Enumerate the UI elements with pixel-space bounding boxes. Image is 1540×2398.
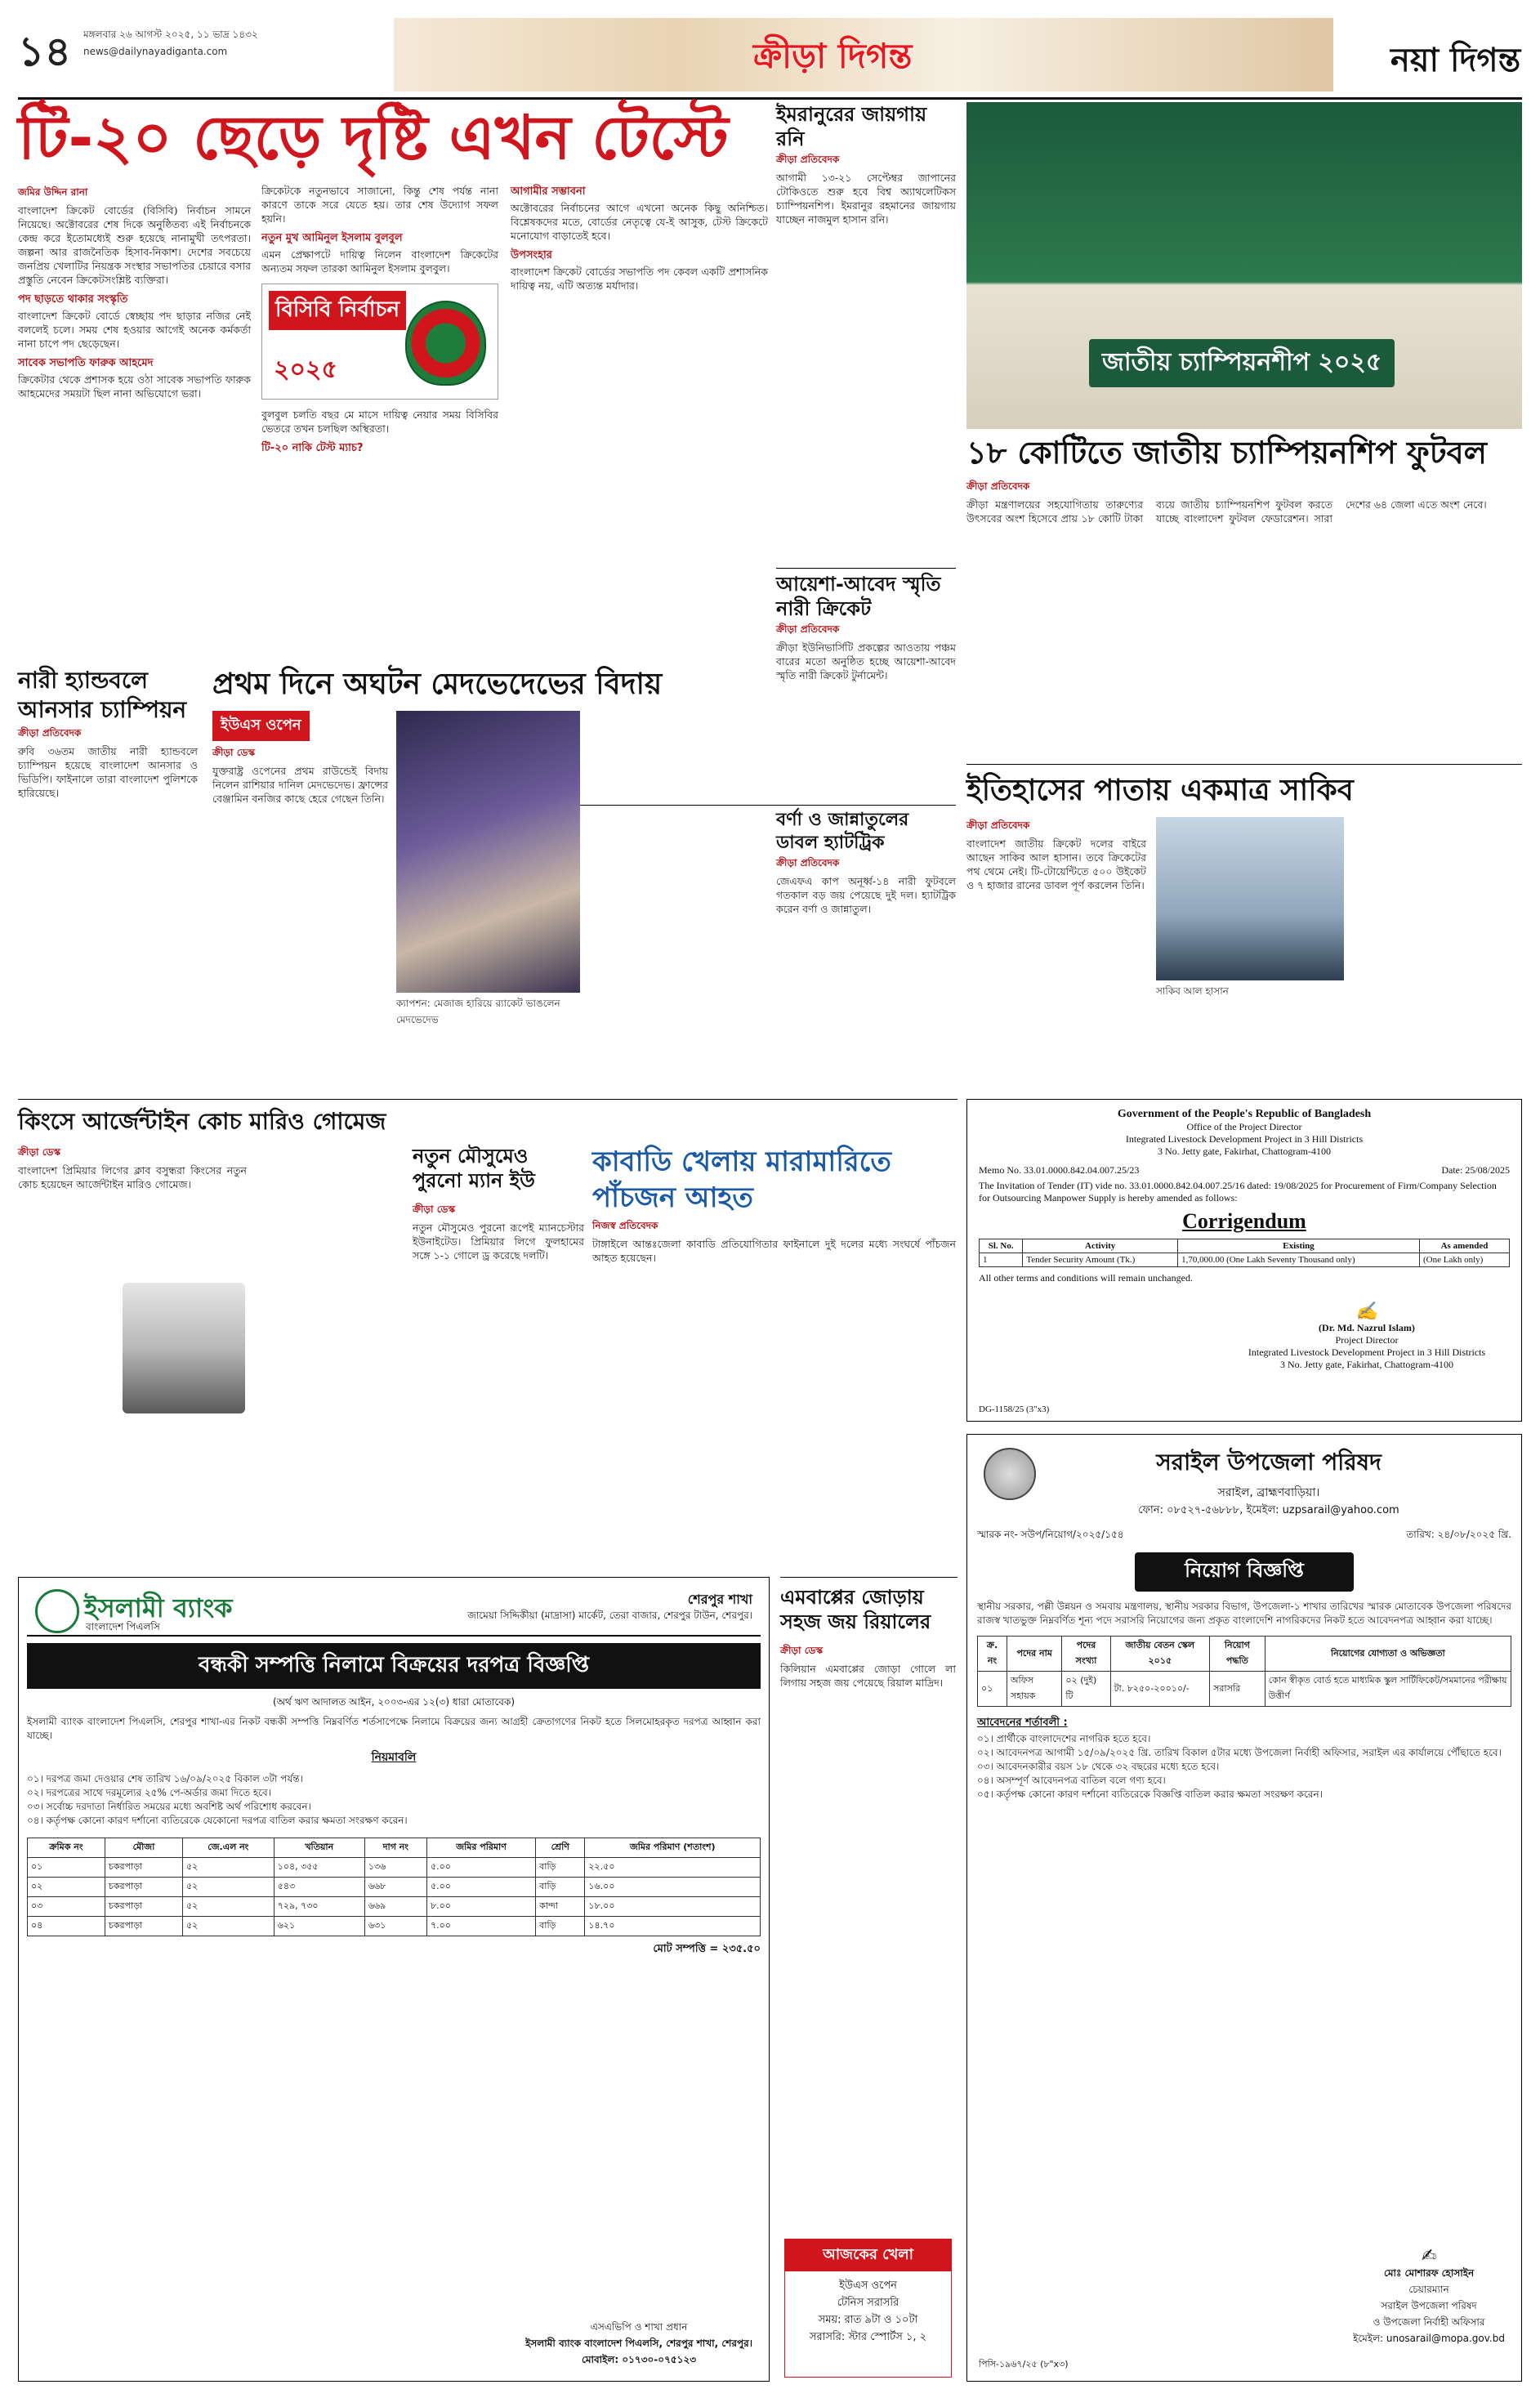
islami-total: মোট সম্পত্তি = ২৩৫.৫০	[653, 1943, 761, 1955]
islami-col: মৌজা	[105, 1838, 182, 1858]
islami-col: দাগ নং	[364, 1838, 426, 1858]
islami-col: জে.এল নং	[182, 1838, 274, 1858]
table-cell: ০১	[978, 1672, 1007, 1707]
shakib-caption: সাকিব আল হাসান	[1156, 985, 1229, 997]
manu-byline: ক্রীড়া ডেস্ক	[413, 1203, 456, 1215]
islami-title: বন্ধকী সম্পত্তি নিলামে বিক্রয়ের দরপত্র বিজ্ঞপ্তি	[27, 1643, 761, 1689]
futsal-body: জেএফএ কাপ অনূর্ধ্ব-১৪ নারী ফুটবলে গতকাল বড় জয় পেয়েছে দুই দল। হ্যাটট্রিক করেন বর্ণা ও জান্নাতুল।	[776, 875, 956, 915]
divider	[580, 805, 956, 806]
handball-headline: নারী হ্যান্ডবলে আনসার চ্যাম্পিয়ন	[18, 667, 187, 723]
sarail-memo: স্মারক নং- সউপ/নিয়োগ/২০২৫/১৫৪	[977, 1529, 1124, 1540]
kabaddi-headline: কাবাডি খেলায় মারামারিতে পাঁচজন আহত	[592, 1145, 891, 1214]
tender-sig-name: (Dr. Md. Nazrul Islam)	[1319, 1322, 1415, 1333]
sarail-email: ইমেইল: unosarail@mopa.gov.bd	[1353, 2333, 1505, 2344]
table-cell: বাড়ি	[536, 1878, 585, 1897]
table-cell: ০২ (দুই) টি	[1062, 1672, 1110, 1707]
header-date: মঙ্গলবার ২৬ আগস্ট ২০২৫, ১১ ভাদ্র ১৪৩২	[83, 29, 258, 40]
table-cell: ৫.০০	[426, 1878, 535, 1897]
islami-address: জামেয়া সিদ্দিকীয়া (মাদ্রাসা) মার্কেট, তেরা বাজার, শেরপুর টাউন, শেরপুর।	[467, 1610, 752, 1621]
table-cell: সরাসরি	[1210, 1672, 1265, 1707]
todays-line-1: ইউএস ওপেন	[839, 2280, 897, 2292]
tender-address: 3 No. Jetty gate, Fakirhat, Chattogram-4100	[1158, 1145, 1331, 1157]
handball-story	[18, 666, 198, 1091]
tender-para: The Invitation of Tender (IT) vide no. 33.01.0000.842.04.007.25/16 dated: 19/08/2025 for Procurement of Firm/Company Selection for Outsourcing Manpower Supply is hereby amended as follows:	[979, 1180, 1497, 1203]
sarail-col: জাতীয় বেতন স্কেল ২০১৫	[1110, 1637, 1210, 1672]
islami-property-table	[27, 1838, 761, 1936]
table-cell: কোন স্বীকৃত বোর্ড হতে মাধ্যমিক স্কুল সার্টিফিকেট/সমমানের পরীক্ষায় উত্তীর্ণ	[1265, 1672, 1511, 1707]
islami-col: খতিয়ান	[274, 1838, 364, 1858]
sarail-sig-title: চেয়ারম্যান	[1408, 2284, 1449, 2295]
shakib-col-1	[966, 817, 1146, 1087]
manu-body: নতুন মৌসুমেও পুরনো রূপেই ম্যানচেস্টার ইউনাইটেড। প্রিমিয়ার লিগে ফুলহামের সঙ্গে ১-১ গোলে ড্র করেছে দলটি।	[413, 1221, 584, 1262]
sarail-cond: ০৫। কর্তৃপক্ষ কোনো কারণ দর্শানো ব্যতিরেকে বিজ্ঞপ্তি বাতিল করার ক্ষমতা সংরক্ষণ করেন।	[977, 1788, 1323, 1800]
lead-col-2	[261, 184, 498, 658]
signature-mark: ✍	[1421, 2246, 1437, 2266]
table-cell: ২২.৫০	[585, 1858, 761, 1878]
tender-office: Office of the Project Director	[1186, 1121, 1302, 1132]
table-cell: ১৩৬	[364, 1858, 426, 1878]
lead-headline: টি-২০ ছেড়ে দৃষ্টি এখন টেস্টে	[18, 103, 729, 173]
bcb-election-inset	[261, 284, 498, 400]
lead-body-2: বাংলাদেশ ক্রিকেট বোর্ডে স্বেচ্ছায় পদ ছাড়ার নজির নেই বললেই চলে। সময় শেষ হওয়ার আগেই অনেক কর্মকর্তা নানা চাপে পদ ছেড়েছেন।	[18, 310, 251, 350]
bcb-logo	[405, 301, 486, 386]
table-cell: চকরপাড়া	[105, 1897, 182, 1917]
tender-memo: Memo No. 33.01.0000.842.04.007.25/23	[979, 1164, 1140, 1176]
islami-branch: শেরপুর শাখা	[687, 1592, 752, 1607]
page-header	[18, 18, 1522, 100]
sarail-cond: ০২। আবেদনপত্র আগামী ১৫/০৯/২০২৫ খ্রি. তারিখ বিকাল ৫টার মধ্যে উপজেলা নির্বাহী অফিসার, সরাইল এর কার্যালয়ে পৌঁছাতে হবে।	[977, 1747, 1502, 1758]
women-cricket-byline: ক্রীড়া প্রতিবেদক	[776, 623, 840, 635]
medvedev-body: যুক্তরাষ্ট্র ওপেনের প্রথম রাউন্ডেই বিদায় নিলেন রাশিয়ার দানিল মেদভেদেভ। ফ্রান্সের বেঞ্জামিন বনজির কাছে হেরে গেছেন তিনি।	[212, 765, 388, 805]
todays-line-2: টেনিস সরাসরি	[837, 2297, 899, 2309]
tender-cell: 1	[980, 1253, 1023, 1267]
tender-project: Integrated Livestock Development Project in 3 Hill Districts	[1125, 1133, 1364, 1145]
table-row	[28, 1878, 761, 1897]
handball-body: রুবি ৩৬তম জাতীয় নারী হ্যান্ডবলে চ্যাম্পিয়ন হয়েছে বাংলাদেশ আনসার ও ভিডিপি। ফাইনালে তারা বাংলাদেশ পুলিশকে হারিয়েছে।	[18, 745, 198, 799]
table-cell: অফিস সহায়ক	[1007, 1672, 1061, 1707]
islami-term: ০১। দরপত্র জমা দেওয়ার শেষ তারিখ ১৬/০৯/২০২৫ বিকাল ৩টা পর্যন্ত।	[27, 1773, 303, 1784]
inset-title: বিসিবি নির্বাচন	[269, 291, 406, 330]
header-section-title: ক্রীড়া দিগন্ত	[753, 36, 913, 76]
mbappe-byline: ক্রীড়া ডেস্ক	[780, 1645, 824, 1656]
handball-byline: ক্রীড়া প্রতিবেদক	[18, 727, 82, 739]
imrul-story	[776, 102, 956, 568]
todays-line-4: সরাসরি: স্টার স্পোর্টস ১, ২	[809, 2331, 927, 2343]
table-row	[28, 1858, 761, 1878]
table-cell: ৮.০০	[426, 1897, 535, 1917]
kabaddi-body: টাঙ্গাইলে আন্তঃজেলা কাবাডি প্রতিযোগিতার ফাইনালে দুই দলের মধ্যে সংঘর্ষে পাঁচজন আহত হয়েছেন।	[592, 1238, 956, 1264]
table-cell: ৭২৯, ৭৩০	[274, 1897, 364, 1917]
sarail-cond: ০১। প্রার্থীকে বাংলাদেশের নাগরিক হতে হবে।	[977, 1733, 1151, 1744]
medvedev-photo	[396, 711, 580, 993]
tender-signature	[1224, 1301, 1510, 1371]
lead-sub-3: নতুন মুখ আমিনুল ইসলাম বুলবুল	[261, 232, 403, 244]
table-cell: চকরপাড়া	[105, 1917, 182, 1936]
table-cell: ১৮.০০	[585, 1897, 761, 1917]
manu-headline: নতুন মৌসুমেও পুরনো ম্যান ইউ	[413, 1145, 535, 1192]
sarail-sig-title-2: সরাইল উপজেলা পরিষদ	[1381, 2300, 1477, 2311]
lead-col3-body: অক্টোবরের নির্বাচনের আগে এখনো অনেক কিছু অনিশ্চিত। বিশ্লেষকদের মতে, বোর্ডের নেতৃত্বে যে-ই আসুক, টেস্ট ক্রিকেটে মনোযোগ বাড়াতেই হবে।	[511, 202, 768, 242]
todays-games-box	[784, 2239, 952, 2378]
lead-col3-sub: আগামীর সম্ভাবনা	[511, 185, 586, 198]
table-cell: ৭.০০	[426, 1917, 535, 1936]
sarail-ref: পিসি-১৯৬৭/২৫ (৮"x৩)	[979, 2359, 1069, 2369]
imrul-headline: ইমরানুরের জায়গায় রনি	[776, 103, 927, 150]
table-row	[28, 1897, 761, 1917]
kings-headline: কিংসে আর্জেন্টাইন কোচ মারিও গোমেজ	[18, 1108, 386, 1135]
mbappe-headline: এমবাপ্পের জোড়ায় সহজ জয় রিয়ালের	[780, 1586, 931, 1633]
shakib-body: বাংলাদেশ জাতীয় ক্রিকেট দলের বাইরে আছেন সাকিব আল হাসান। তবে ক্রিকেটের পথ থেমে নেই। টি-টোয়েন্টিতে ৫০০ উইকেট ও ৭ হাজার রানের ডাবল পূর্ণ করলেন তিনি।	[966, 837, 1146, 891]
table-cell: ৬২১	[274, 1917, 364, 1936]
divider	[780, 1577, 957, 1578]
table-cell: ১৪.৭০	[585, 1917, 761, 1936]
islami-bank-ad	[18, 1577, 770, 2382]
table-cell: ০৪	[28, 1917, 105, 1936]
lead-sub-2: সাবেক সভাপতি ফারুক আহমেদ	[18, 357, 154, 369]
lead-sub-1: পদ ছাড়তে থাকার সংস্কৃতি	[18, 293, 128, 306]
futsal-headline: বর্ণা ও জান্নাতুলের ডাবল হ্যাটট্রিক	[776, 810, 909, 853]
islami-sig-2: ইসলামী ব্যাংক বাংলাদেশ পিএলসি, শেরপুর শাখা, শেরপুর।	[525, 2338, 752, 2349]
divider	[966, 764, 1522, 765]
sarail-date: তারিখ: ২৪/০৮/২০২৫ খ্রি.	[1406, 1529, 1511, 1540]
championship-photo	[966, 102, 1522, 429]
us-open-tag: ইউএস ওপেন	[212, 711, 310, 741]
table-cell: টা. ৮২৫০-২০০১০/-	[1110, 1672, 1210, 1707]
islami-col: শ্রেণি	[536, 1838, 585, 1858]
table-cell: ৫.০০	[426, 1858, 535, 1878]
medvedev-byline: ক্রীড়া ডেস্ক	[212, 747, 256, 758]
lead-body-3: ক্রিকেটার থেকে প্রশাসক হয়ে ওঠা সাবেক সভাপতি ফারুক আহমেদের সময়টা ছিল নানা অভিযোগে ভরা।	[18, 373, 251, 400]
lead-col-3	[511, 184, 768, 658]
islami-col: ক্রমিক নং	[28, 1838, 105, 1858]
medvedev-caption: ক্যাপশন: মেজাজ হারিয়ে র‍্যাকেট ভাঙলেন মেদভেদেভ	[396, 998, 560, 1025]
inset-year: ২০২৫	[274, 355, 337, 384]
todays-games-title: আজকের খেলা	[785, 2239, 951, 2271]
championship-headline: ১৮ কোটিতে জাতীয় চ্যাম্পিয়নশিপ ফুটবল	[966, 435, 1488, 471]
table-cell: ৬৬৮	[364, 1878, 426, 1897]
table-cell: বাড়ি	[536, 1917, 585, 1936]
lead-byline: জমির উদ্দিন রানা	[18, 186, 88, 198]
sarail-ad	[966, 1434, 1522, 2382]
sarail-sig-name: মোঃ মোশারফ হোসাইন	[1383, 2267, 1475, 2279]
sarail-col: নিয়োগের যোগ্যতা ও অভিজ্ঞতা	[1265, 1637, 1511, 1672]
championship-text: ক্রীড়া মন্ত্রণালয়ের সহযোগিতায় তারুণ্যের উৎসবের অংশ হিসেবে প্রায় ১৮ কোটি টাকা ব্যয়ে জাতীয় চ্যাম্পিয়নশিপ ফুটবল করতে যাচ্ছে বাংলাদেশ ফুটবল ফেডারেশন। সারা দেশের ৬৪ জেলা এতে অংশ নেবে।	[966, 498, 1487, 525]
sarail-col: পদের সংখ্যা	[1062, 1637, 1110, 1672]
sarail-cond: ০৩। আবেদনকারীর বয়স ১৮ থেকে ৩২ বছরের মধ্যে হতে হবে।	[977, 1761, 1220, 1772]
sarail-sub: সরাইল, ব্রাহ্মণবাড়িয়া।	[1217, 1486, 1320, 1499]
table-cell: কান্দা	[536, 1897, 585, 1917]
kings-byline: ক্রীড়া ডেস্ক	[18, 1146, 61, 1158]
imrul-byline: ক্রীড়া প্রতিবেদক	[776, 154, 840, 165]
tender-footer: All other terms and conditions will remain unchanged.	[979, 1272, 1193, 1284]
tender-table	[979, 1239, 1510, 1267]
lead-col3-body-2: বাংলাদেশ ক্রিকেট বোর্ডের সভাপতি পদ কেবল একটি প্রশাসনিক দায়িত্ব নয়, এটি অত্যন্ত মর্যাদার।	[511, 266, 768, 292]
lead-col-1	[18, 184, 251, 658]
futsal-story	[776, 809, 956, 1095]
kabaddi-story	[592, 1217, 956, 1569]
lead-col2-body-2: এমন প্রেক্ষাপটে দায়িত্ব নিলেন বাংলাদেশ ক্রিকেটের অন্যতম সফল তারকা আমিনুল ইসলাম বুলবুল।	[261, 248, 498, 275]
table-cell: ০২	[28, 1878, 105, 1897]
islami-bank-header	[27, 1586, 761, 1637]
futsal-byline: ক্রীড়া প্রতিবেদক	[776, 857, 840, 869]
tender-col: Activity	[1023, 1239, 1178, 1253]
islami-sig-1: এসএভিপি ও শাখা প্রধান	[590, 2321, 688, 2333]
tender-sig-project: Integrated Livestock Development Project in 3 Hill Districts	[1248, 1346, 1486, 1358]
photo-banner-text: জাতীয় চ্যাম্পিয়নশীপ ২০২৫	[1089, 339, 1395, 387]
islami-col: জমির পরিমাণ (শতাংশ)	[585, 1838, 761, 1858]
islami-law: (অর্থ ঋণ আদালত আইন, ২০০৩-এর ১২(৩) ধারা মোতাবেক)	[272, 1696, 516, 1708]
sarail-col: ক্র. নং	[978, 1637, 1007, 1672]
islami-bank-name: ইসলামী ব্যাংক	[84, 1592, 233, 1623]
tender-cell: Tender Security Amount (Tk.)	[1023, 1253, 1178, 1267]
tender-cell: (One Lakh only)	[1419, 1253, 1509, 1267]
manu-story	[413, 1201, 584, 1569]
tender-title: Corrigendum	[1182, 1209, 1306, 1233]
divider	[18, 1099, 957, 1100]
islami-intro: ইসলামী ব্যাংক বাংলাদেশ পিএলসি, শেরপুর শাখা-এর নিকট বন্ধকী সম্পত্তি নিম্নবর্ণিত শর্তসাপেক্ষে নিলামে বিক্রয়ের জন্য আগ্রহী ক্রেতাগণের নিকট হতে সিলমোহরকৃত দরপত্র আহ্বান করা যাচ্ছে।	[27, 1716, 761, 1741]
islami-term: ০৪। কর্তৃপক্ষ কোনো কারণ দর্শানো ব্যতিরেকে যেকোনো দরপত্র বাতিল করার ক্ষমতা সংরক্ষণ করেন।	[27, 1815, 408, 1826]
table-cell: চকরপাড়া	[105, 1858, 182, 1878]
table-row	[28, 1917, 761, 1936]
mbappe-body: কিলিয়ান এমবাপ্পের জোড়া গোলে লা লিগায় সহজ জয় পেয়েছে রিয়াল মাদ্রিদ।	[780, 1663, 956, 1689]
tender-col: As amended	[1419, 1239, 1509, 1253]
table-cell: ১৬.০০	[585, 1878, 761, 1897]
islami-term: ০৩। সর্বোচ্চ দরদাতা নির্ধারিত সময়ের মধ্যে অবশিষ্ট অর্থ পরিশোধ করবেন।	[27, 1801, 311, 1812]
page-number: ১৪	[18, 28, 71, 75]
table-cell: ৫২	[182, 1878, 274, 1897]
tender-col: Sl. No.	[980, 1239, 1023, 1253]
lead-col2-body: ক্রিকেটকে নতুনভাবে সাজানো, কিন্তু শেষ পর্যন্ত নানা কারণে তাকে সরে যেতে হয়। তার শেষ উদ্যোগ সফল হয়নি।	[261, 185, 498, 225]
tender-ad	[966, 1099, 1522, 1422]
medvedev-left	[212, 711, 388, 1091]
shakib-byline: ক্রীড়া প্রতিবেদক	[966, 819, 1030, 831]
table-cell: ৬৬৯	[364, 1897, 426, 1917]
tender-sig-title: Project Director	[1335, 1334, 1399, 1346]
table-cell: ৫২	[182, 1897, 274, 1917]
divider	[776, 568, 956, 569]
newspaper-logo: নয়া দিগন্ত	[1390, 42, 1521, 79]
table-cell: ০৩	[28, 1897, 105, 1917]
tender-gov: Government of the People's Republic of Bangladesh	[1117, 1108, 1372, 1120]
women-cricket-story	[776, 572, 956, 809]
sarail-sig-title-3: ও উপজেলা নির্বাহী অফিসার	[1373, 2316, 1485, 2328]
header-email: news@dailynayadiganta.com	[83, 46, 228, 57]
sarail-col: পদের নাম	[1007, 1637, 1061, 1672]
table-cell: ৫২	[182, 1858, 274, 1878]
sarail-table	[977, 1636, 1511, 1707]
islami-signature	[525, 2320, 752, 2369]
tender-date: Date: 25/08/2025	[1441, 1164, 1510, 1176]
kings-body: বাংলাদেশ প্রিমিয়ার লিগের ক্লাব বসুন্ধরা কিংসের নতুন কোচ হয়েছেন আর্জেন্টাইন মারিও গোমেজ।	[18, 1164, 247, 1190]
islami-term: ০২। দরপত্রের সাথে দরমূল্যের ২৫% পে-অর্ডার জমা দিতে হবে।	[27, 1787, 272, 1798]
mbappe-story	[780, 1642, 956, 2108]
championship-body	[966, 478, 1522, 756]
shakib-headline: ইতিহাসের পাতায় একমাত্র সাকিব	[966, 774, 1354, 807]
table-cell: বাড়ি	[536, 1858, 585, 1878]
sarail-intro: স্থানীয় সরকার, পল্লী উন্নয়ন ও সমবায় মন্ত্রণালয়, স্থানীয় সরকার বিভাগ, উপজেলা-১ শাখার তারিখের স্মারক মোতাবেক উপজেলা পরিষদের রাজস্ব খাতভুক্ত নিম্নবর্ণিত শূন্য পদে সরাসরি নিয়োগের জন্য প্রকৃত বাংলাদেশি নাগরিকদের নিকট হতে আবেদনপত্র আহ্বান করা যাচ্ছে।	[977, 1601, 1511, 1626]
sarail-title: সরাইল উপজেলা পরিষদ	[1156, 1449, 1382, 1476]
sarail-contact: ফোন: ০৮৫২৭-৫৬৮৮৮, ইমেইল: uzpsarail@yahoo.com	[1138, 1504, 1399, 1516]
table-cell: ১০৪, ৩৫৫	[274, 1858, 364, 1878]
championship-byline: ক্রীড়া প্রতিবেদক	[966, 480, 1030, 492]
lead-sub-4: টি-২০ নাকি টেস্ট ম্যাচ?	[261, 442, 364, 454]
gomez-photo	[123, 1283, 245, 1413]
table-cell: ৬৩১	[364, 1917, 426, 1936]
kabaddi-byline: নিজস্ব প্রতিবেদক	[592, 1220, 658, 1231]
sarail-notice: নিয়োগ বিজ্ঞপ্তি	[1135, 1552, 1354, 1592]
header-sports-banner	[394, 18, 1333, 92]
medvedev-headline: প্রথম দিনে অঘটন মেদভেদেভের বিদায়	[212, 668, 663, 701]
lead-col3-sub-2: উপসংহার	[511, 249, 552, 261]
lead-col2-body-3: বুলবুল চলতি বছর মে মাসে দায়িত্ব নেয়ার সময় বিসিবির ভেতরে তখন চলছিল অস্থিরতা।	[261, 409, 498, 435]
tender-cell: 1,70,000.00 (One Lakh Seventy Thousand only)	[1178, 1253, 1420, 1267]
sarail-cond-title: আবেদনের শর্তাবলী :	[977, 1717, 1068, 1729]
signature-mark: ✍	[1355, 1301, 1378, 1321]
sarail-cond: ০৪। অসম্পূর্ণ আবেদনপত্র বাতিল বলে গণ্য হবে।	[977, 1775, 1166, 1786]
todays-line-3: সময়: রাত ৯টা ও ১০টা	[818, 2314, 918, 2326]
women-cricket-headline: আয়েশা-আবেদ স্মৃতি নারী ক্রিকেট	[776, 573, 941, 620]
govt-emblem	[984, 1448, 1036, 1500]
table-cell: চকরপাড়া	[105, 1878, 182, 1897]
table-cell: ৫৪৩	[274, 1878, 364, 1897]
sarail-col: নিয়োগ পদ্ধতি	[1210, 1637, 1265, 1672]
women-cricket-body: ক্রীড়া ইউনিভার্সিটি প্রকল্পের আওতায় পঞ্চম বারের মতো অনুষ্ঠিত হচ্ছে আয়েশা-আবেদ স্মৃতি নারী ক্রিকেট টুর্নামেন্ট।	[776, 641, 956, 681]
islami-bank-sub: বাংলাদেশ পিএলসি	[86, 1621, 160, 1632]
table-cell: ০১	[28, 1858, 105, 1878]
imrul-body: আগামী ১৩-২১ সেপ্টেম্বর জাপানের টোকিওতে শুরু হবে বিশ্ব অ্যাথলেটিকস চ্যাম্পিয়নশিপ। ইমরানুর রহমানের জায়গায় যাচ্ছেন নাজমুল হাসান রনি।	[776, 172, 956, 226]
shakib-photo	[1156, 817, 1344, 980]
tender-col: Existing	[1178, 1239, 1420, 1253]
islami-sig-3: মোবাইল: ০১৭৩০-০৭৫১২৩	[581, 2354, 697, 2365]
tender-sig-addr: 3 No. Jetty gate, Fakirhat, Chattogram-4100	[1280, 1359, 1453, 1370]
table-row	[978, 1672, 1511, 1707]
islami-bank-logo	[35, 1589, 79, 1633]
tender-ref: DG-1158/25 (3"x3)	[979, 1404, 1050, 1414]
table-cell: ৫২	[182, 1917, 274, 1936]
islami-col: জমির পরিমাণ	[426, 1838, 535, 1858]
lead-body-1: বাংলাদেশ ক্রিকেট বোর্ডের (বিসিবি) নির্বাচন সামনে নিয়েছে। অক্টোবরের শেষ দিকে অনুষ্ঠিতব্য এই নির্বাচনকে কেন্দ্র করে ইতোমধ্যেই শুরু হয়েছে নানামুখী তৎপরতা। জল্পনা আর রাজনৈতিক হিসাব-নিকাশ। দেশের সবচেয়ে জনপ্রিয় খেলাটির নিয়ন্ত্রক সংস্থার সভাপতির চেয়ারে বসার প্রস্তুতি নেবেন ক্রিকেটসংশ্লিষ্ট ব্যক্তিরা।	[18, 204, 251, 286]
islami-terms-title: নিয়মাবলি	[371, 1751, 417, 1764]
sarail-signature	[1353, 2246, 1505, 2348]
